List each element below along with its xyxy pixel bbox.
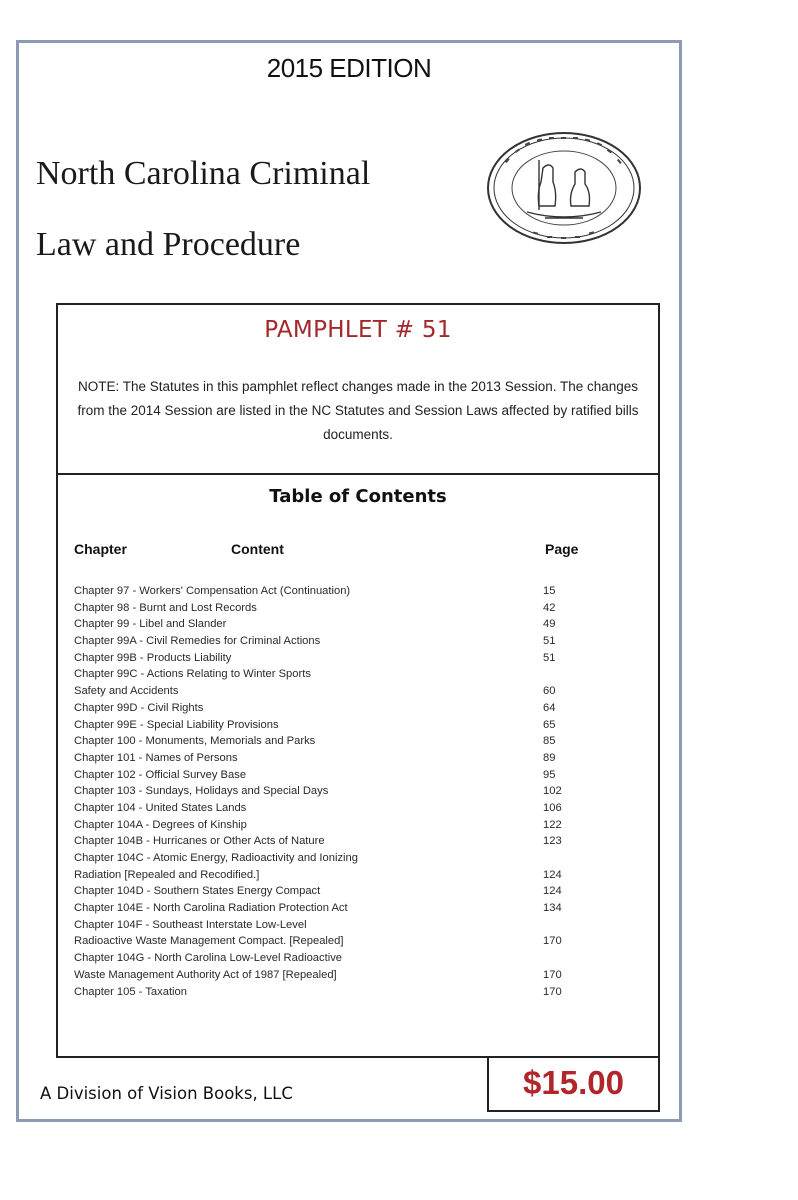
toc-entry: Chapter 104D - Southern States Energy Compact xyxy=(74,885,321,898)
toc-list xyxy=(74,585,634,1002)
toc-page: 51 xyxy=(543,651,556,664)
toc-row xyxy=(74,585,634,602)
toc-entry: Chapter 100 - Monuments, Memorials and Parks xyxy=(74,735,316,748)
toc-entry: Safety and Accidents xyxy=(74,685,179,698)
toc-page: 102 xyxy=(543,785,562,798)
toc-page: 170 xyxy=(543,935,562,948)
title-line-1: North Carolina Criminal xyxy=(36,155,371,192)
toc-entry: Chapter 98 - Burnt and Lost Records xyxy=(74,601,257,614)
toc-page: 134 xyxy=(543,902,562,915)
toc-entry: Chapter 104C - Atomic Energy, Radioactivity and Ionizing xyxy=(74,852,358,864)
toc-entry: Chapter 97 - Workers' Compensation Act (Continuation) xyxy=(74,585,351,597)
toc-row xyxy=(74,752,634,769)
toc-entry: Chapter 104B - Hurricanes or Other Acts of Nature xyxy=(74,835,325,848)
toc-entry: Chapter 99E - Special Liability Provisions xyxy=(74,718,279,731)
toc-entry: Chapter 103 - Sundays, Holidays and Special Days xyxy=(74,785,329,798)
toc-page: 85 xyxy=(543,735,556,748)
price-label: $15.00 xyxy=(523,1064,624,1101)
toc-entry: Chapter 104F - Southeast Interstate Low-Level xyxy=(74,918,307,931)
toc-row xyxy=(74,986,634,1003)
edition-note: NOTE: The Statutes in this pamphlet reflect changes made in the 2013 Session. The changes from the 2014 Session are listed in the NC Statutes and Session Laws affected by ratified bills documents. xyxy=(77,379,639,442)
toc-page: 124 xyxy=(543,868,562,881)
toc-title: Table of Contents xyxy=(269,486,447,507)
toc-row xyxy=(74,602,634,619)
toc-row xyxy=(74,635,634,652)
toc-row xyxy=(74,869,634,886)
toc-entry: Chapter 102 - Official Survey Base xyxy=(74,768,247,781)
publisher-label: A Division of Vision Books, LLC xyxy=(40,1084,293,1103)
toc-page: 89 xyxy=(543,751,556,764)
toc-page: 15 xyxy=(543,585,556,597)
toc-entry: Chapter 99D - Civil Rights xyxy=(74,701,204,714)
toc-page: 64 xyxy=(543,701,556,714)
title-line-2: Law and Procedure xyxy=(36,226,301,263)
edition-label: 2015 EDITION xyxy=(266,53,432,83)
toc-header-chapter: Chapter xyxy=(74,541,127,557)
pamphlet-box xyxy=(56,303,660,1058)
toc-page: 170 xyxy=(543,985,562,998)
toc-entry: Chapter 104G - North Carolina Low-Level Radioactive xyxy=(74,952,343,965)
pamphlet-number: PAMPHLET # 51 xyxy=(264,317,452,343)
toc-page: 170 xyxy=(543,968,562,981)
toc-row xyxy=(74,952,634,969)
toc-page: 60 xyxy=(543,685,556,698)
toc-entry: Chapter 101 - Names of Persons xyxy=(74,751,238,764)
toc-row xyxy=(74,919,634,936)
toc-row xyxy=(74,785,634,802)
toc-entry: Chapter 105 - Taxation xyxy=(74,985,187,998)
toc-row xyxy=(74,668,634,685)
toc-row xyxy=(74,719,634,736)
toc-row xyxy=(74,902,634,919)
toc-row xyxy=(74,802,634,819)
toc-page: 65 xyxy=(543,718,556,731)
toc-entry: Radioactive Waste Management Compact. [Repealed] xyxy=(74,935,344,948)
toc-row xyxy=(74,618,634,635)
toc-row xyxy=(74,735,634,752)
toc-entry: Chapter 99B - Products Liability xyxy=(74,651,232,664)
price-box xyxy=(487,1056,660,1112)
toc-entry: Radiation [Repealed and Recodified.] xyxy=(74,868,260,881)
toc-page: 51 xyxy=(543,635,556,648)
toc-page: 123 xyxy=(543,835,562,848)
toc-row xyxy=(74,935,634,952)
toc-page: 42 xyxy=(543,601,556,614)
toc-row xyxy=(74,652,634,669)
toc-header-page: Page xyxy=(545,541,579,557)
toc-row xyxy=(74,819,634,836)
toc-page: 124 xyxy=(543,885,562,898)
toc-page: 122 xyxy=(543,818,562,831)
toc-entry: Chapter 104 - United States Lands xyxy=(74,801,247,814)
toc-entry: Chapter 99C - Actions Relating to Winter Sports xyxy=(74,668,311,681)
toc-page: 95 xyxy=(543,768,556,781)
toc-header-content: Content xyxy=(231,541,284,557)
toc-entry: Chapter 99 - Libel and Slander xyxy=(74,618,227,631)
toc-entry: Waste Management Authority Act of 1987 [Repealed] xyxy=(74,968,337,981)
toc-row xyxy=(74,835,634,852)
toc-row xyxy=(74,769,634,786)
toc-row xyxy=(74,852,634,869)
toc-entry: Chapter 99A - Civil Remedies for Criminal Actions xyxy=(74,635,321,648)
toc-entry: Chapter 104A - Degrees of Kinship xyxy=(74,818,247,831)
book-cover xyxy=(16,40,682,1122)
nc-state-seal-icon xyxy=(485,130,643,246)
toc-row xyxy=(74,969,634,986)
divider xyxy=(58,473,658,475)
toc-entry: Chapter 104E - North Carolina Radiation Protection Act xyxy=(74,902,348,915)
toc-page: 49 xyxy=(543,618,556,631)
toc-row xyxy=(74,885,634,902)
toc-page: 106 xyxy=(543,801,562,814)
toc-row xyxy=(74,702,634,719)
toc-row xyxy=(74,685,634,702)
